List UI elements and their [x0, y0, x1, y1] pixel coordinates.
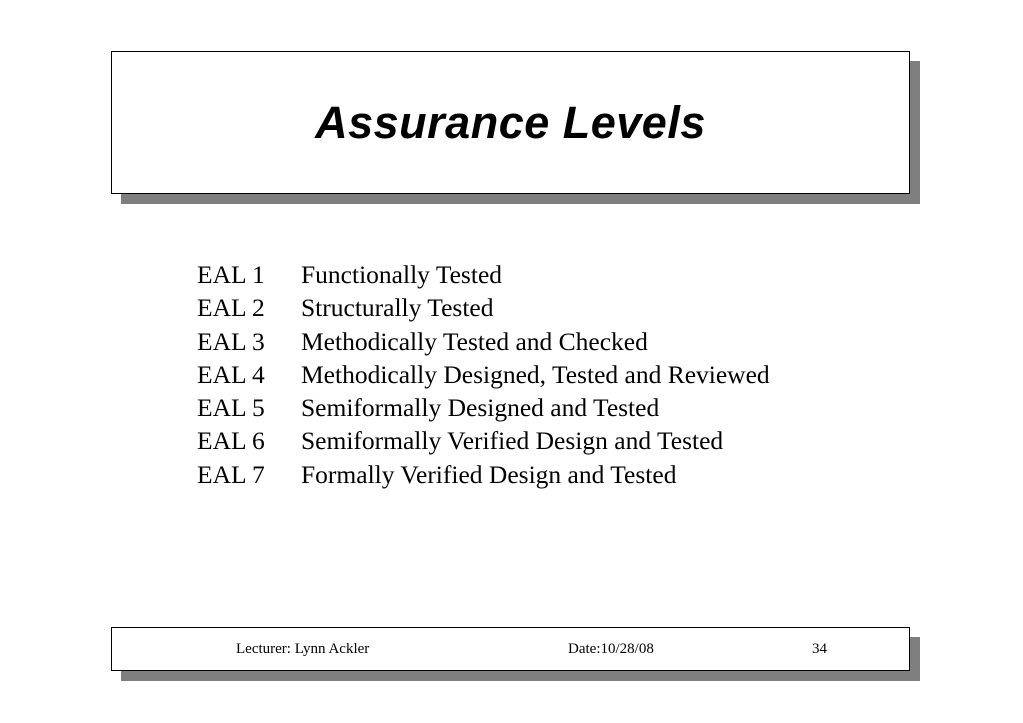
eal-description: Methodically Designed, Tested and Reviewed	[301, 359, 770, 389]
page-number: 34	[812, 641, 827, 657]
slide-title: Assurance Levels	[315, 96, 706, 148]
eal-description: Formally Verified Design and Tested	[301, 459, 677, 489]
eal-description: Structurally Tested	[301, 293, 494, 323]
footer-date: Date:10/28/08	[568, 641, 654, 657]
list-item	[197, 391, 770, 424]
footer-lecturer: Lecturer: Lynn Ackler	[236, 641, 370, 657]
eal-code: EAL 2	[197, 293, 265, 323]
eal-code: EAL 5	[197, 393, 265, 423]
footer-box	[111, 627, 910, 671]
eal-code: EAL 6	[197, 426, 265, 456]
eal-code: EAL 1	[197, 260, 265, 289]
assurance-level-list	[197, 258, 770, 491]
eal-description: Methodically Tested and Checked	[301, 326, 648, 356]
list-item	[197, 291, 770, 324]
list-item	[197, 358, 770, 391]
eal-description: Functionally Tested	[301, 260, 503, 289]
eal-description: Semiformally Verified Design and Tested	[301, 426, 724, 456]
list-item	[197, 325, 770, 358]
eal-description: Semiformally Designed and Tested	[301, 393, 660, 423]
list-item	[197, 458, 770, 491]
title-box	[111, 51, 910, 194]
eal-code: EAL 3	[197, 326, 265, 356]
list-item	[197, 258, 770, 291]
eal-code: EAL 7	[197, 459, 265, 489]
list-item	[197, 424, 770, 457]
eal-code: EAL 4	[197, 359, 265, 389]
